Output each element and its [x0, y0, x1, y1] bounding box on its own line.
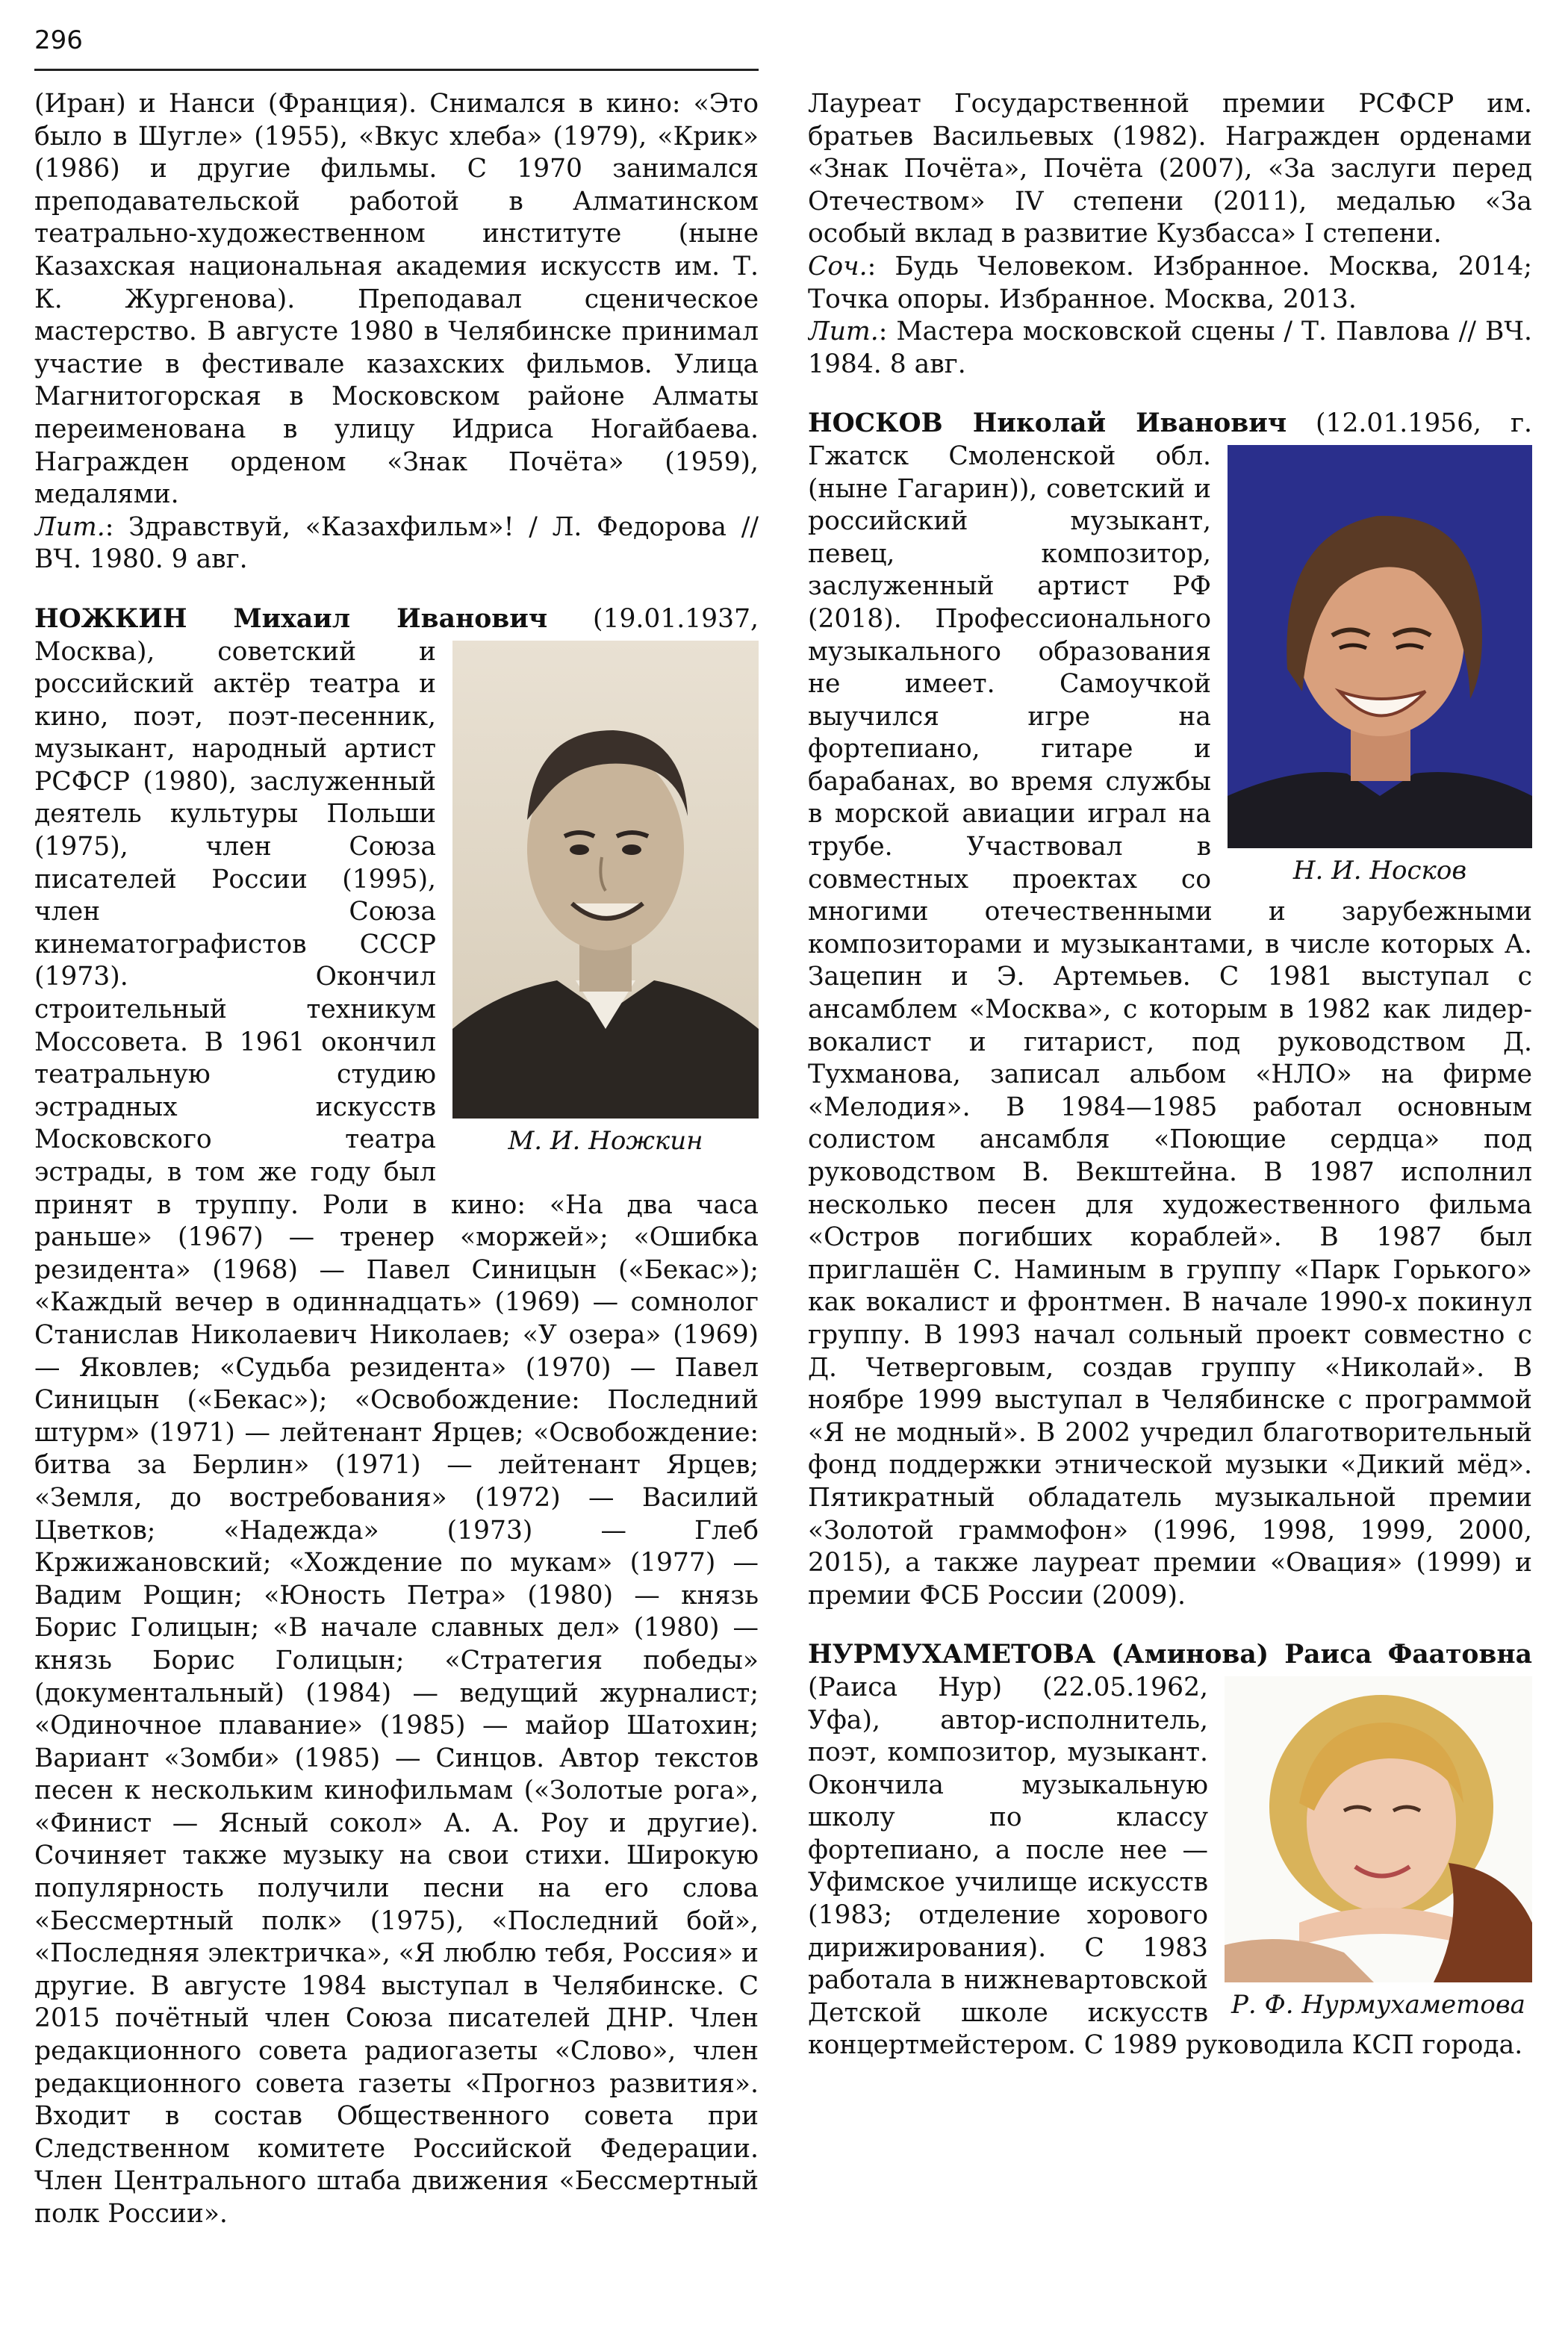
portrait-image: [1225, 1676, 1532, 1982]
right-column: [808, 88, 1532, 2336]
entry-noskov: [808, 408, 1532, 1612]
literature-reference: [34, 511, 759, 576]
photo-caption: М. И. Ножкин: [508, 1125, 703, 1156]
lit-text: : Здравствуй, «Казахфильм»! / Л. Федорова // ВЧ. 1980. 9 авг.: [34, 511, 759, 575]
continuation-paragraph: Лауреат Государственной премии РСФСР им. братьев Васильевых (1982). Награжден орденами «Знак Почёта», Почёта (2007), «За заслуги перед Отечеством» IV степени (2011), медалью «За особый вклад в развитие Кузбасса» I степени.: [808, 89, 1532, 249]
works-reference: [808, 251, 1532, 316]
entry-text: (12.01.1956, г. Гжатск Смоленской обл. (ныне Гагарин)), советский и российский музыкант, певец, композитор, заслуженный артист РФ (2018). Профессионального музыкального образования не имеет. Самоучкой выучился игре на фортепиано, гитаре и барабанах, во время службы в морской авиации играл на трубе. Участвовал в совместных проектах со многими отечественными и зарубежными композиторами и музыкантами, в числе которых А. Зацепин и Э. Артемьев. С 1981 выступал с ансамблем «Москва», с которым в 1982 как лидер-вокалист и гитарист, под руководством Д. Тухманова, записал альбом «НЛО» на фирме «Мелодия». В 1984—1985 работал основным солистом ансамбля «Поющие сердца» под руководством В. Векштейна. В 1987 исполнил несколько песен для художественного фильма «Остров погибших кораблей». В 1987 был приглашён С. Наминым в группу «Парк Горького» как вокалист и фронтмен. В начале 1990-х покинул группу. В 1993 начал сольный проект совместно с Д. Четверговым, создав группу «Николай». В ноябре 1999 выступал в Челябинске с программой «Я не модный». В 2002 учредил благотворительный фонд поддержки этнической музыки «Дикий мёд». Пятикратный обладатель музыкальной премии «Золотой граммофон» (1996, 1998, 1999, 2000, 2015), а также лауреат премии «Овация» (1999) и премии ФСБ России (2009).: [808, 408, 1532, 1611]
entry-text: (Раиса Нур) (22.05.1962, Уфа), автор-исполнитель, поэт, композитор, музыкант. Окончила музыкальную школу по классу фортепиано, а после нее — Уфимское училище искусств (1983; отделение хорового дирижирования). С 1983 работала в нижневартовской Детской школе искусств концертмейстером. С 1989 руководила КСП города.: [808, 1672, 1523, 2061]
lit-label: Лит.: [34, 511, 105, 542]
lit-label: Лит.: [808, 317, 879, 347]
entry-name: НОЖКИН Михаил Иванович: [34, 603, 548, 634]
entry-name: НОСКОВ Николай Иванович: [808, 408, 1287, 439]
entry-name: НУРМУХАМЕТОВА (Аминова) Раиса Фаатовна: [808, 1640, 1532, 1670]
soch-label: Соч.: [808, 251, 868, 281]
lit-text: : Мастера московской сцены / Т. Павлова // ВЧ. 1984. 8 авг.: [808, 317, 1532, 379]
photo-noskov: [1228, 445, 1532, 887]
entry-text: (19.01.1937, Москва), советский и российский актёр театра и кино, поэт, поэт-песенник, музыкант, народный артист РСФСР (1980), заслуженный деятель культуры Польши (1975), член Союза писателей России (1995), член Союза кинематографистов СССР (1973). Окончил строительный техникум Моссовета. В 1961 окончил театральную студию эстрадных искусств Московского театра эстрады, в том же году был принят в труппу. Роли в кино: «На два часа раньше» (1967) — тренер «моржей»; «Ошибка резидента» (1968) — Павел Синицын («Бекас»); «Каждый вечер в одиннадцать» (1969) — сомнолог Станислав Николаевич Николаев; «У озера» (1969) — Яковлев; «Судьба резидента» (1970) — Павел Синицын («Бекас»); «Освобождение: Последний штурм» (1971) — лейтенант Ярцев; «Освобождение: битва за Берлин» (1971) — лейтенант Ярцев; «Земля, до востребования» (1972) — Василий Цветков; «Надежда» (1973) — Глеб Кржижановский; «Хождение по мукам» (1977) — Вадим Рощин; «Юность Петра» (1980) — князь Борис Голицын; «В начале славных дел» (1980) — князь Борис Голицын; «Стратегия победы» (документальный) (1984) — ведущий журналист; «Одиночное плавание» (1985) — майор Шатохин; Вариант «Зомби» (1985) — Синцов. Автор текстов песен к нескольким кинофильмам («Золотые рога», «Финист — Ясный сокол» А. А. Роу и другие). Сочиняет также музыку на свои стихи. Широкую популярность получили песни на его слова «Бессмертный полк» (1975), «Последний бой», «Последняя электричка», «Я люблю тебя, Россия» и другие. В августе 1984 выступал в Челябинске. С 2015 почётный член Союза писателей ДНР. Член редакционного совета радиогазеты «Слово», член редакционного совета газеты «Прогноз развития». Входит в состав Общественного совета при Следственном комитете Российской Федерации. Член Центрального штаба движения «Бессмертный полк России».: [34, 603, 759, 2229]
photo-nurmukhametova: [1225, 1676, 1532, 2021]
soch-text: : Будь Человеком. Избранное. Москва, 2014; Точка опоры. Избранное. Москва, 2013.: [808, 251, 1532, 314]
literature-reference: [808, 316, 1532, 381]
portrait-noskov-graphic: [1228, 445, 1532, 848]
continuation-paragraph: (Иран) и Нанси (Франция). Снимался в кино: «Это было в Шугле» (1955), «Вкус хлеба» (1979), «Крик» (1986) и другие фильмы. С 1970 занимался преподавательской работой в Алматинском театрально-художественном институте (ныне Казахская национальная академия искусств им. Т. К. Жургенова). Преподавал сценическое мастерство. В августе 1980 в Челябинске принимал участие в фестивале казахских фильмов. Улица Магнитогорская в Московском районе Алматы переименована в улицу Идриса Ногайбаева. Награжден орденом «Знак Почёта» (1959), медалями.: [34, 89, 759, 510]
photo-caption: Н. И. Носков: [1292, 855, 1467, 886]
portrait-nozhkin-graphic: [452, 641, 759, 1119]
portrait-image: [452, 641, 759, 1119]
entry-nozhkin: [34, 603, 759, 2231]
portrait-nurmukhametova-graphic: [1225, 1676, 1532, 1982]
page-number: 296: [34, 25, 83, 55]
header-rule: [34, 69, 759, 71]
left-column: [34, 88, 759, 2336]
portrait-image: [1228, 445, 1532, 848]
photo-caption: Р. Ф. Нурмухаметова: [1231, 1989, 1525, 2020]
photo-nozhkin: [452, 641, 759, 1157]
entry-nurmukhametova: [808, 1639, 1532, 2062]
